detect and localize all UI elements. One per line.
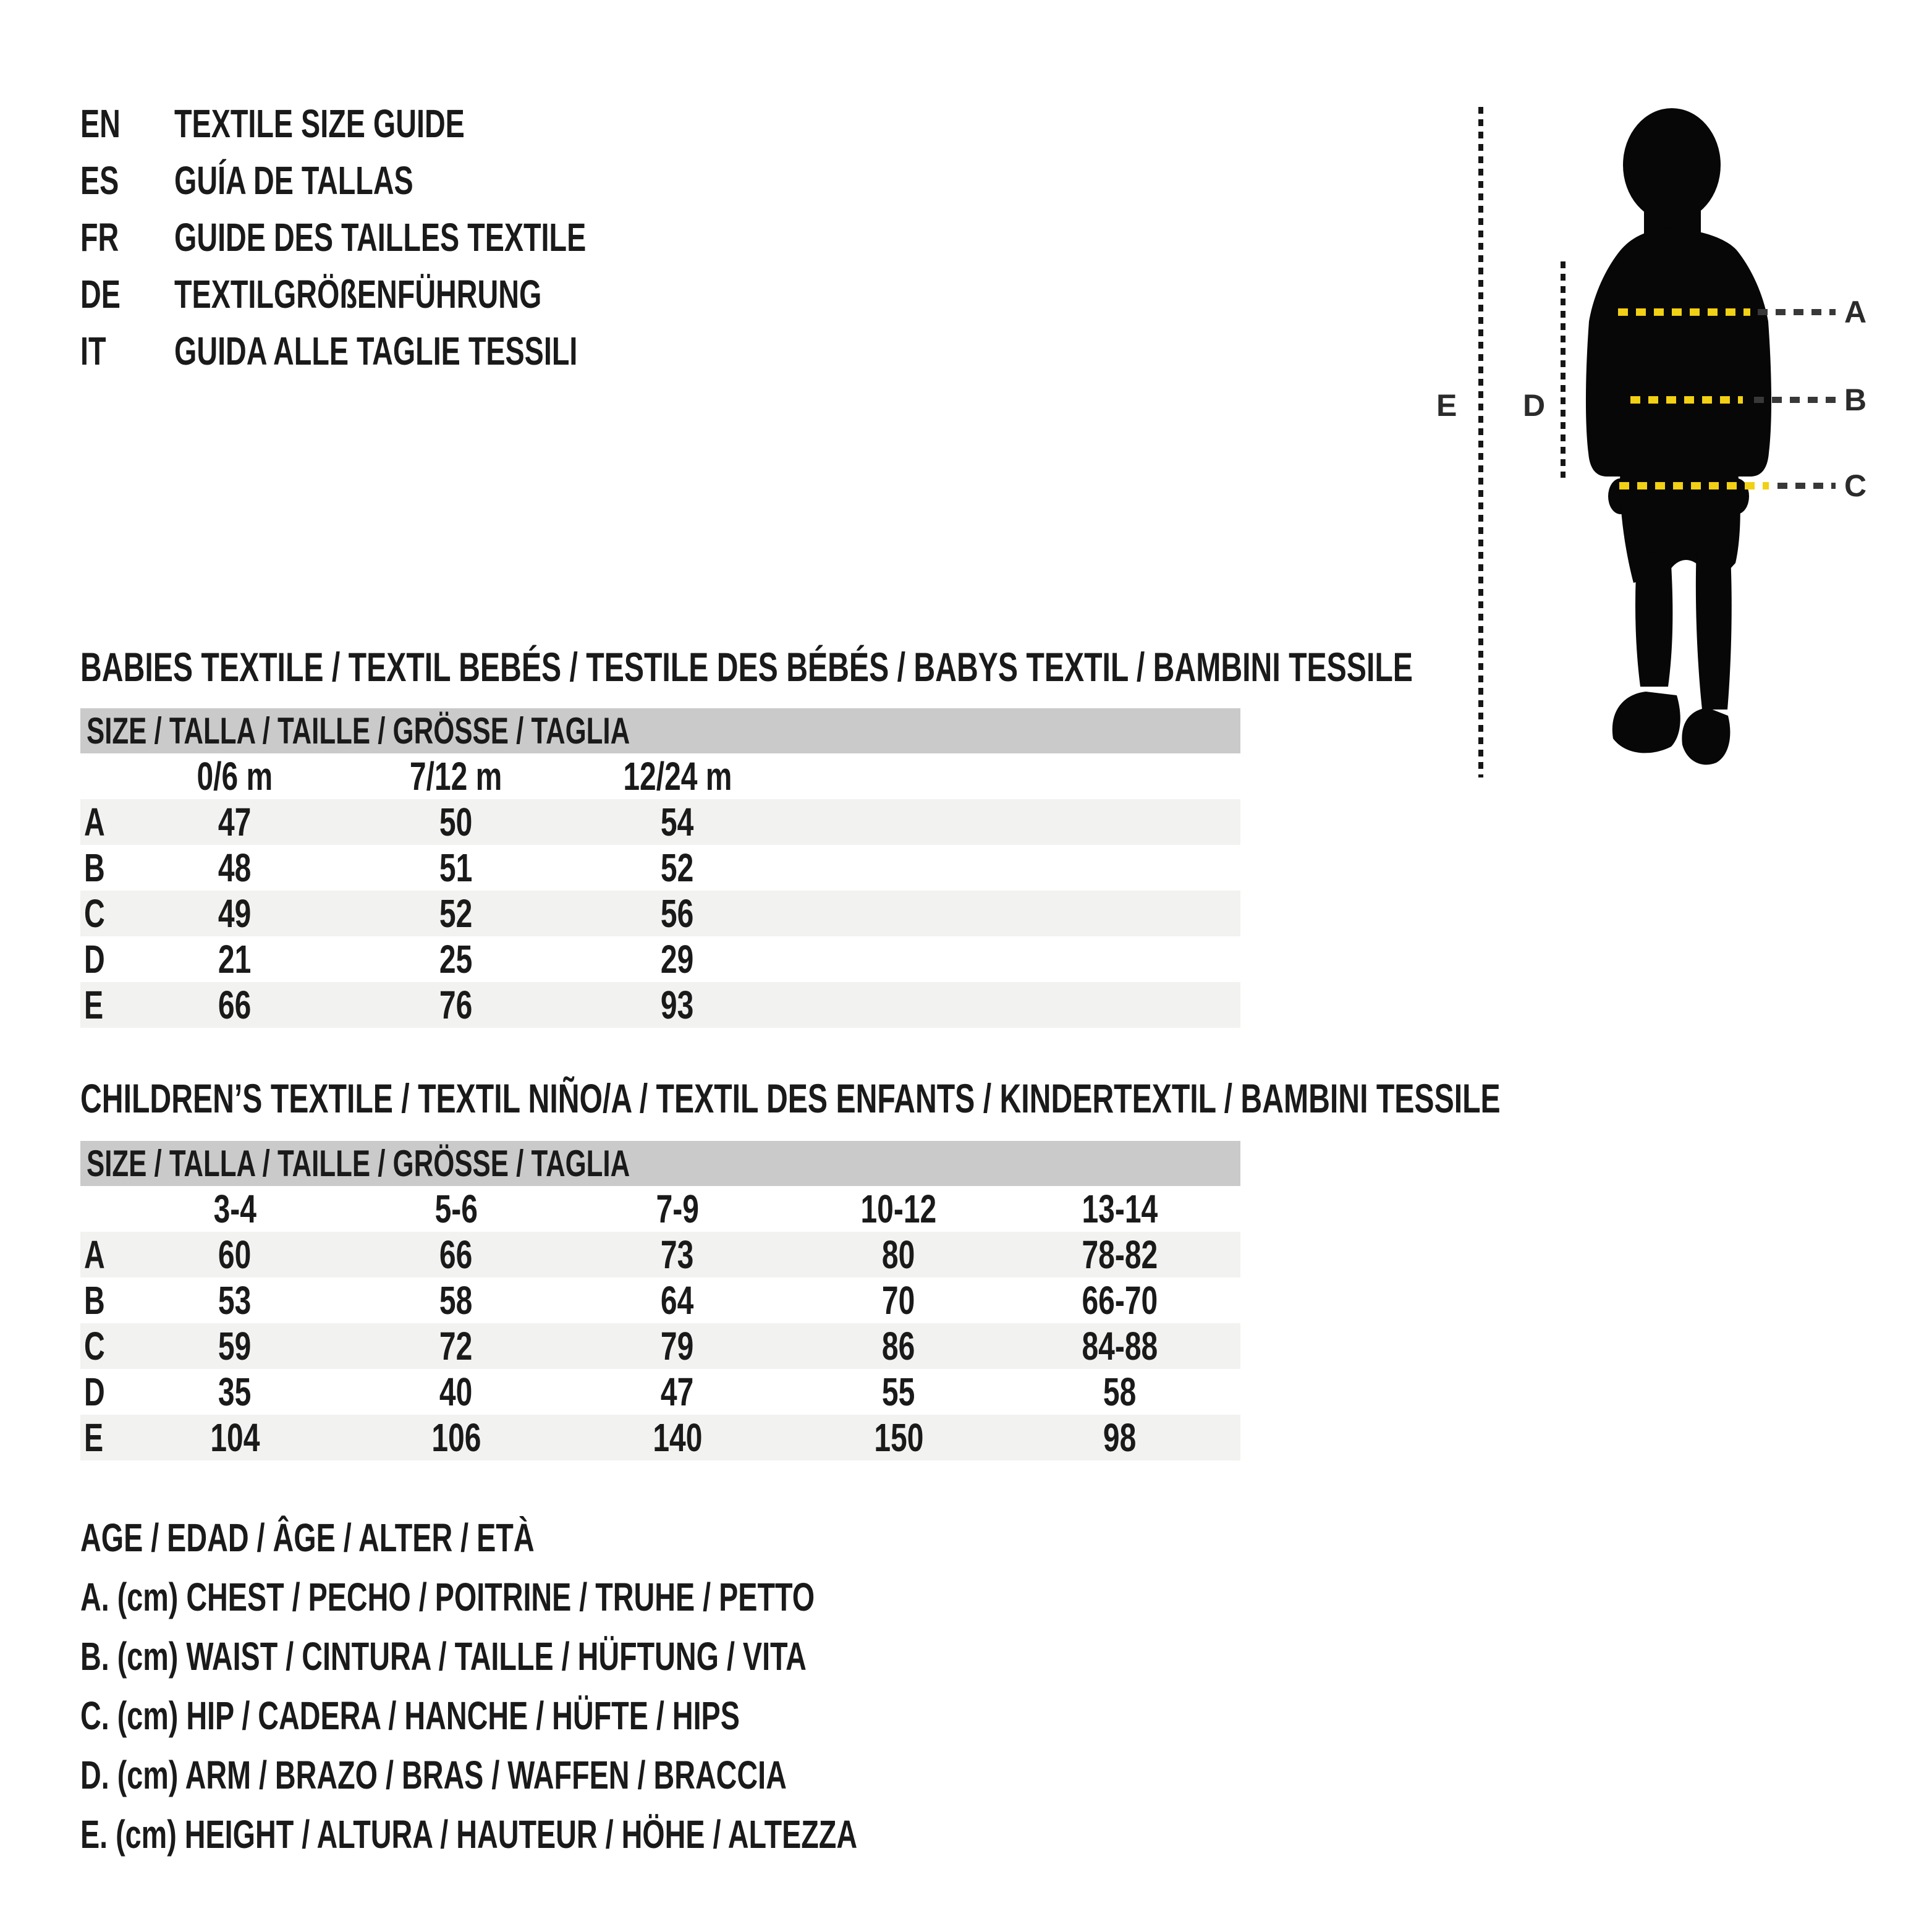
children-table-row-e <box>80 1415 1240 1460</box>
value-cell: 29 <box>661 937 694 981</box>
babies-column-header-row <box>80 753 1240 799</box>
children-column-header: 5-6 <box>434 1187 478 1231</box>
lang-code-en: EN <box>80 101 121 146</box>
children-section-title: CHILDREN’S TEXTILE / TEXTIL NIÑO/A / TEXTIL DES ENFANTS / KINDERTEXTIL / BAMBINI TESSILE <box>80 1075 1501 1121</box>
babies-table-row-b <box>80 845 1240 891</box>
legend-line-chest: A. (cm) CHEST / PECHO / POITRINE / TRUHE / PETTO <box>80 1575 815 1619</box>
lang-title-de: TEXTILGRÖßENFÜHRUNG <box>174 272 542 316</box>
lang-title-en: TEXTILE SIZE GUIDE <box>174 101 465 146</box>
value-cell: 78-82 <box>1082 1232 1158 1277</box>
value-cell: 93 <box>661 983 694 1027</box>
value-cell: 98 <box>1103 1415 1137 1460</box>
value-cell: 140 <box>652 1415 703 1460</box>
value-cell: 58 <box>439 1278 473 1323</box>
hip-measure-line-c-ext <box>1777 483 1836 489</box>
value-cell: 55 <box>882 1370 915 1414</box>
arm-dotted-line-d <box>1561 261 1566 478</box>
children-column-header: 3-4 <box>213 1187 256 1231</box>
value-cell: 52 <box>661 845 694 890</box>
babies-table-row-e <box>80 982 1240 1028</box>
value-cell: 60 <box>218 1232 252 1277</box>
row-label: B <box>84 845 105 890</box>
row-label: C <box>84 891 105 936</box>
legend-line-hip: C. (cm) HIP / CADERA / HANCHE / HÜFTE / HIPS <box>80 1693 740 1738</box>
value-cell: 72 <box>439 1324 473 1368</box>
value-cell: 70 <box>882 1278 915 1323</box>
measure-label-e: E <box>1436 388 1457 423</box>
babies-column-header: 7/12 m <box>410 754 502 799</box>
children-table-row-d <box>80 1369 1240 1415</box>
children-table-row-b <box>80 1277 1240 1323</box>
babies-column-header: 12/24 m <box>622 754 732 799</box>
waist-measure-line-b <box>1630 396 1743 404</box>
lang-title-fr: GUIDE DES TAILLES TEXTILE <box>174 215 587 260</box>
value-cell: 51 <box>439 845 473 890</box>
measure-label-d: D <box>1523 388 1546 423</box>
waist-measure-line-b-ext <box>1754 397 1836 403</box>
lang-row-de <box>80 266 739 323</box>
value-cell: 66 <box>439 1232 473 1277</box>
value-cell: 66-70 <box>1082 1278 1158 1323</box>
legend-line-arm: D. (cm) ARM / BRAZO / BRAS / WAFFEN / BRACCIA <box>80 1753 787 1797</box>
chest-measure-line-a <box>1618 308 1750 316</box>
lang-code-it: IT <box>80 329 106 373</box>
value-cell: 53 <box>218 1278 252 1323</box>
children-size-header-bar: SIZE / TALLA / TAILLE / GRÖSSE / TAGLIA <box>80 1141 1240 1186</box>
row-label: C <box>84 1324 105 1368</box>
lang-code-es: ES <box>80 158 119 203</box>
row-label: D <box>84 1370 105 1414</box>
value-cell: 106 <box>431 1415 481 1460</box>
lang-row-es <box>80 152 739 209</box>
babies-table-row-c <box>80 891 1240 936</box>
value-cell: 47 <box>661 1370 694 1414</box>
value-cell: 25 <box>439 937 473 981</box>
legend-line-height: E. (cm) HEIGHT / ALTURA / HAUTEUR / HÖHE / ALTEZZA <box>80 1812 858 1857</box>
value-cell: 54 <box>661 800 694 844</box>
babies-table-row-a <box>80 799 1240 845</box>
row-label: A <box>84 1232 105 1277</box>
value-cell: 76 <box>439 983 473 1027</box>
value-cell: 80 <box>882 1232 915 1277</box>
lang-row-fr <box>80 209 739 266</box>
row-label: B <box>84 1278 105 1323</box>
value-cell: 50 <box>439 800 473 844</box>
measure-label-a: A <box>1844 295 1867 329</box>
legend-line-waist: B. (cm) WAIST / CINTURA / TAILLE / HÜFTUNG / VITA <box>80 1634 807 1679</box>
value-cell: 79 <box>661 1324 694 1368</box>
babies-column-header: 0/6 m <box>197 754 273 799</box>
row-label: A <box>84 800 105 844</box>
measure-label-b: B <box>1844 383 1867 417</box>
value-cell: 66 <box>218 983 252 1027</box>
value-cell: 150 <box>873 1415 924 1460</box>
row-label: E <box>84 983 104 1027</box>
children-table-row-a <box>80 1232 1240 1277</box>
value-cell: 104 <box>210 1415 260 1460</box>
children-column-header-row <box>80 1186 1240 1232</box>
hip-measure-line-c <box>1619 482 1769 489</box>
value-cell: 59 <box>218 1324 252 1368</box>
lang-title-it: GUIDA ALLE TAGLIE TESSILI <box>174 329 578 373</box>
value-cell: 49 <box>218 891 252 936</box>
value-cell: 73 <box>661 1232 694 1277</box>
lang-code-fr: FR <box>80 215 119 260</box>
measure-label-c: C <box>1844 468 1867 503</box>
value-cell: 56 <box>661 891 694 936</box>
babies-section-title: BABIES TEXTILE / TEXTIL BEBÉS / TESTILE DES BÉBÉS / BABYS TEXTIL / BAMBINI TESSILE <box>80 644 1413 690</box>
children-column-header: 10-12 <box>860 1187 937 1231</box>
value-cell: 40 <box>439 1370 473 1414</box>
measurement-legend <box>80 1508 1145 1864</box>
value-cell: 58 <box>1103 1370 1137 1414</box>
value-cell: 47 <box>218 800 252 844</box>
value-cell: 48 <box>218 845 252 890</box>
legend-line-age: AGE / EDAD / ÂGE / ALTER / ETÀ <box>80 1515 535 1560</box>
value-cell: 86 <box>882 1324 915 1368</box>
row-label: E <box>84 1415 104 1460</box>
language-header <box>80 95 739 379</box>
value-cell: 64 <box>661 1278 694 1323</box>
lang-row-en <box>80 95 739 152</box>
row-label: D <box>84 937 105 981</box>
value-cell: 84-88 <box>1082 1324 1158 1368</box>
children-table-row-c <box>80 1323 1240 1369</box>
babies-table-row-d <box>80 936 1240 982</box>
lang-code-de: DE <box>80 272 121 316</box>
chest-measure-line-a-ext <box>1758 309 1836 315</box>
children-column-header: 7-9 <box>656 1187 699 1231</box>
value-cell: 52 <box>439 891 473 936</box>
value-cell: 21 <box>218 937 252 981</box>
value-cell: 35 <box>218 1370 252 1414</box>
children-column-header: 13-14 <box>1082 1187 1158 1231</box>
lang-row-it <box>80 323 739 379</box>
lang-title-es: GUÍA DE TALLAS <box>174 158 413 203</box>
babies-size-header-bar: SIZE / TALLA / TAILLE / GRÖSSE / TAGLIA <box>80 708 1240 753</box>
